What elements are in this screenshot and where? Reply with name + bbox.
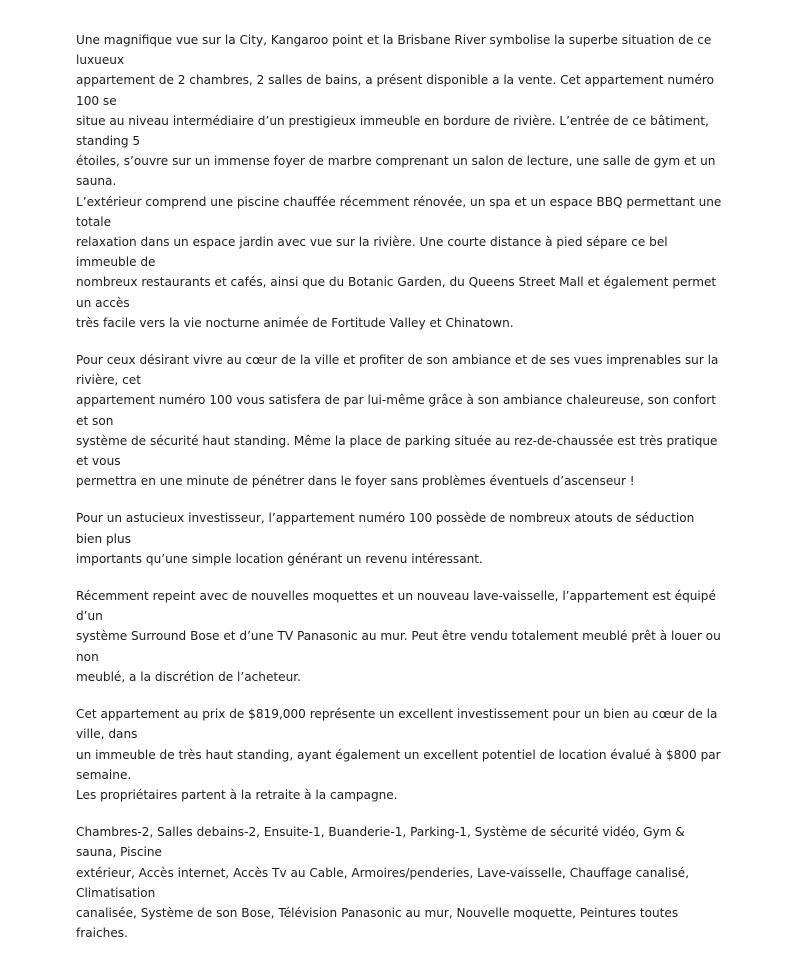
paragraph-features: Chambres-2, Salles debains-2, Ensuite-1, Buanderie-1, Parking-1, Système de sécurité vidéo, Gym & sauna, Piscine extérieur, Accès internet, Accès Tv au Cable, Armoires/penderies, Lave-vaisselle, Chauffage canalisé, Climatisation canalisée, Système de son Bose, Télévision Panasonic au mur, Nouvelle moquette, Peintures toutes fraiches. — [76, 825, 690, 941]
paragraph-price: Cet appartement au prix de $819,000 représente un excellent investissement pour un bien au cœur de la ville, dans un immeuble de très haut standing, ayant également un excellent potentiel de location évalué à $800 par semaine. Les propriétaires partent à la retraite à la campagne. — [76, 707, 721, 802]
paragraph-lifestyle: Pour ceux désirant vivre au cœur de la ville et profiter de son ambiance et de ses vues imprenables sur la rivière, cet appartement numéro 100 vous satisfera de par lui-même grâce à son ambiance chaleureuse, son confort et son système de sécurité haut standing. Même la place de parking située au rez-de-chaussée est très pratique et vous permettra en une minute de pénétrer dans le foyer sans problèmes éventuels d’ascenseur ! — [76, 353, 719, 489]
paragraph-investor: Pour un astucieux investisseur, l’appartement numéro 100 possède de nombreux atouts de séduction bien plus importants qu’une simple location générant un revenu intéressant. — [76, 511, 695, 566]
document-body — [76, 30, 724, 960]
paragraph-intro: Une magnifique vue sur la City, Kangaroo point et la Brisbane River symbolise la superbe situation de ce luxueux appartement de 2 chambres, 2 salles de bains, a présent disponible a la vente. Cet appartement numéro 100 se situe au niveau intermédiaire d’un prestigieux immeuble en bordure de rivière. L’entrée de ce bâtiment, standing 5 étoiles, s’ouvre sur un immense foyer de marbre comprenant un salon de lecture, une salle de gym et un sauna. L’extérieur comprend une piscine chauffée récemment rénovée, un spa et un espace BBQ permettant une totale relaxation dans un espace jardin avec vue sur la rivière. Une courte distance à pied sépare ce bel immeuble de nombreux restaurants et cafés, ainsi que du Botanic Garden, du Queens Street Mall et également permet un accès très facile vers la vie nocturne animée de Fortitude Valley et Chinatown. — [76, 33, 722, 330]
paragraph-renovation: Récemment repeint avec de nouvelles moquettes et un nouveau lave-vaisselle, l’appartement est équipé d’un système Surround Bose et d’une TV Panasonic au mur. Peut être vendu totalement meublé prêt à louer ou non meublé, a la discrétion de l’acheteur. — [76, 589, 721, 684]
